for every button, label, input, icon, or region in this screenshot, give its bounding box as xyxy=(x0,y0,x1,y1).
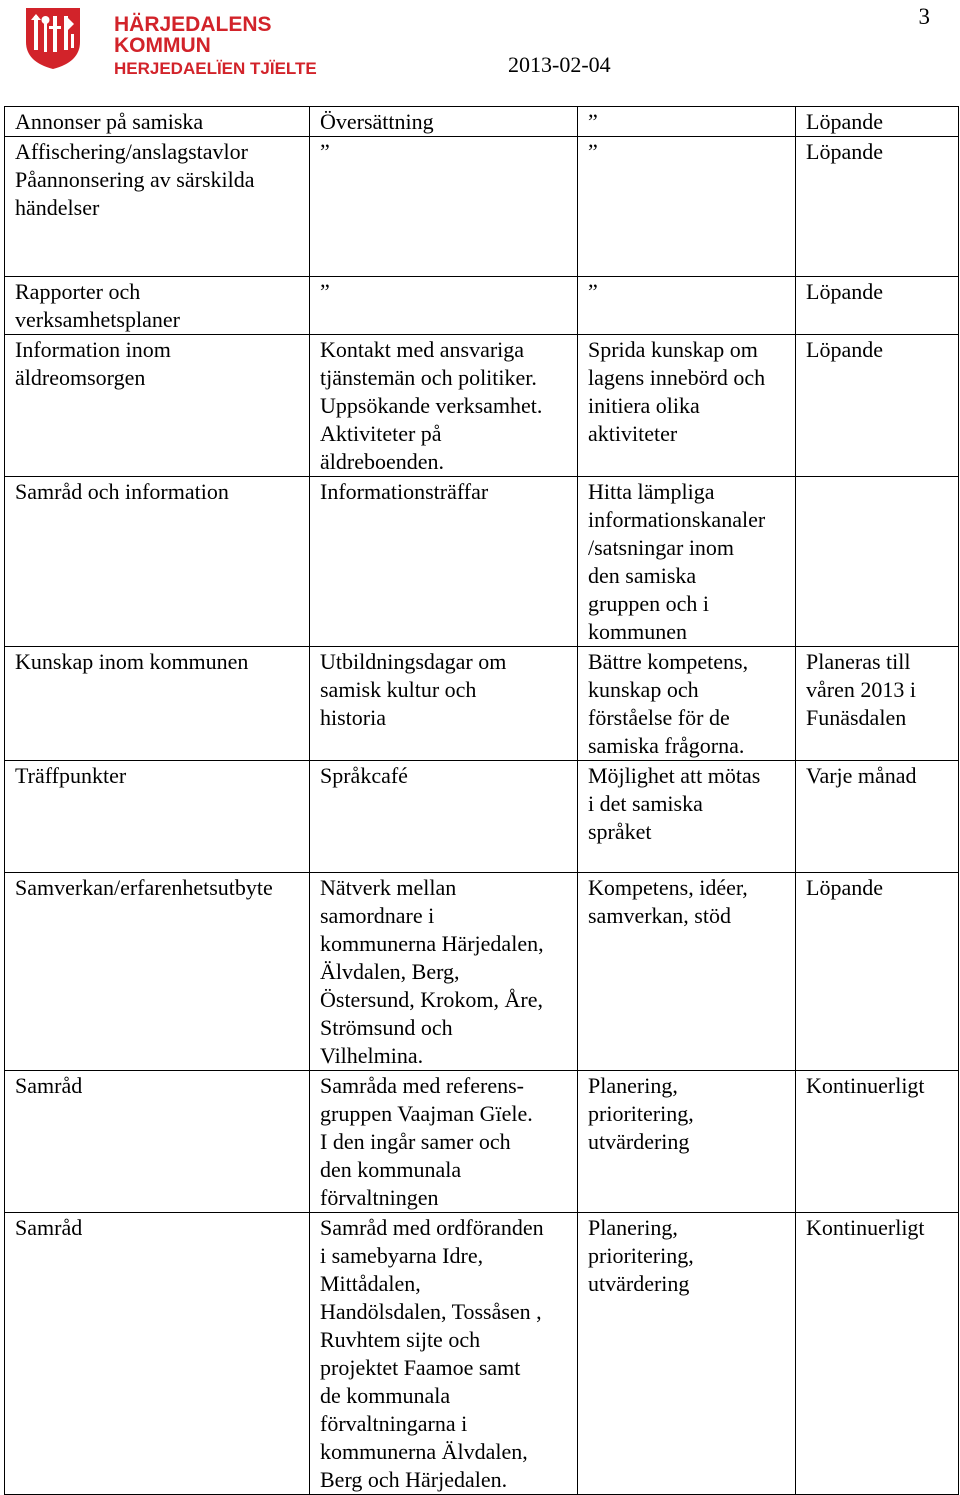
table-cell-goal: ” xyxy=(578,277,796,335)
table-cell-method: Samråda med referens- gruppen Vaajman Gïele. I den ingår samer och den kommunala förvaltningen xyxy=(310,1071,578,1213)
table-cell-method: Informationsträffar xyxy=(310,477,578,647)
table-cell-activity: Annonser på samiska xyxy=(5,107,310,137)
logo-name-southern-sami: HERJEDAELÏEN TJÏELTE xyxy=(114,59,317,78)
table-cell-method: Kontakt med ansvariga tjänstemän och politiker. Uppsökande verksamhet. Aktiviteter på äldreboenden. xyxy=(310,335,578,477)
municipality-logo xyxy=(24,6,360,78)
table-cell-method: Översättning xyxy=(310,107,578,137)
table-row xyxy=(5,1213,959,1495)
coat-of-arms-icon xyxy=(24,6,84,70)
table-row xyxy=(5,647,959,761)
activities-table xyxy=(4,106,959,1495)
table-cell-method: Språkcafé xyxy=(310,761,578,873)
page-number: 3 xyxy=(918,4,930,29)
table-cell-goal: Sprida kunskap om lagens innebörd och initiera olika aktiviteter xyxy=(578,335,796,477)
table-cell-method: Utbildningsdagar om samisk kultur och historia xyxy=(310,647,578,761)
table-cell-activity: Affischering/anslagstavlor Påannonsering av särskilda händelser xyxy=(5,137,310,277)
table-cell-time: Varje månad xyxy=(796,761,959,873)
table-cell-time: Löpande xyxy=(796,277,959,335)
table-row xyxy=(5,761,959,873)
table-cell-activity: Samråd och information xyxy=(5,477,310,647)
table-cell-time: Planeras till våren 2013 i Funäsdalen xyxy=(796,647,959,761)
table-cell-activity: Träffpunkter xyxy=(5,761,310,873)
table-cell-goal: Kompetens, idéer, samverkan, stöd xyxy=(578,873,796,1071)
table-cell-goal: Planering, prioritering, utvärdering xyxy=(578,1213,796,1495)
table-cell-activity: Samråd xyxy=(5,1213,310,1495)
table-cell-time: Löpande xyxy=(796,335,959,477)
table-cell-time: Löpande xyxy=(796,873,959,1071)
table-cell-method: ” xyxy=(310,277,578,335)
table-row xyxy=(5,335,959,477)
logo-name: HÄRJEDALENS KOMMUN xyxy=(114,13,272,57)
table-cell-time: Löpande xyxy=(796,107,959,137)
table-cell-activity: Kunskap inom kommunen xyxy=(5,647,310,761)
table-cell-method: Nätverk mellan samordnare i kommunerna Härjedalen, Älvdalen, Berg, Östersund, Krokom, Åre, Strömsund och Vilhelmina. xyxy=(310,873,578,1071)
table-cell-time xyxy=(796,477,959,647)
table-row xyxy=(5,873,959,1071)
table-cell-goal: Bättre kompetens, kunskap och förståelse för de samiska frågorna. xyxy=(578,647,796,761)
table-cell-goal: ” xyxy=(578,137,796,277)
table-cell-goal: Hitta lämpliga informationskanaler /satsningar inom den samiska gruppen och i kommunen xyxy=(578,477,796,647)
table-cell-time: Löpande xyxy=(796,137,959,277)
table-row xyxy=(5,1071,959,1213)
table-cell-method: ” xyxy=(310,137,578,277)
table-cell-time: Kontinuerligt xyxy=(796,1071,959,1213)
table-cell-time: Kontinuerligt xyxy=(796,1213,959,1495)
table-cell-activity: Rapporter och verksamhetsplaner xyxy=(5,277,310,335)
table-row xyxy=(5,277,959,335)
table-cell-method: Samråd med ordföranden i samebyarna Idre, Mittådalen, Handölsdalen, Tossåsen , Ruvhtem sijte och projektet Faamoe samt de kommunala förvaltningarna i kommunerna Älvdalen, Berg och Härjedalen. xyxy=(310,1213,578,1495)
table-row xyxy=(5,477,959,647)
table-cell-goal: Planering, prioritering, utvärdering xyxy=(578,1071,796,1213)
table-row xyxy=(5,137,959,277)
table-cell-goal: ” xyxy=(578,107,796,137)
table-cell-activity: Information inom äldreomsorgen xyxy=(5,335,310,477)
table-row xyxy=(5,107,959,137)
table-cell-goal: Möjlighet att mötas i det samiska språket xyxy=(578,761,796,873)
table-cell-activity: Samråd xyxy=(5,1071,310,1213)
table-cell-activity: Samverkan/erfarenhetsutbyte xyxy=(5,873,310,1071)
document-date: 2013-02-04 xyxy=(508,52,611,77)
